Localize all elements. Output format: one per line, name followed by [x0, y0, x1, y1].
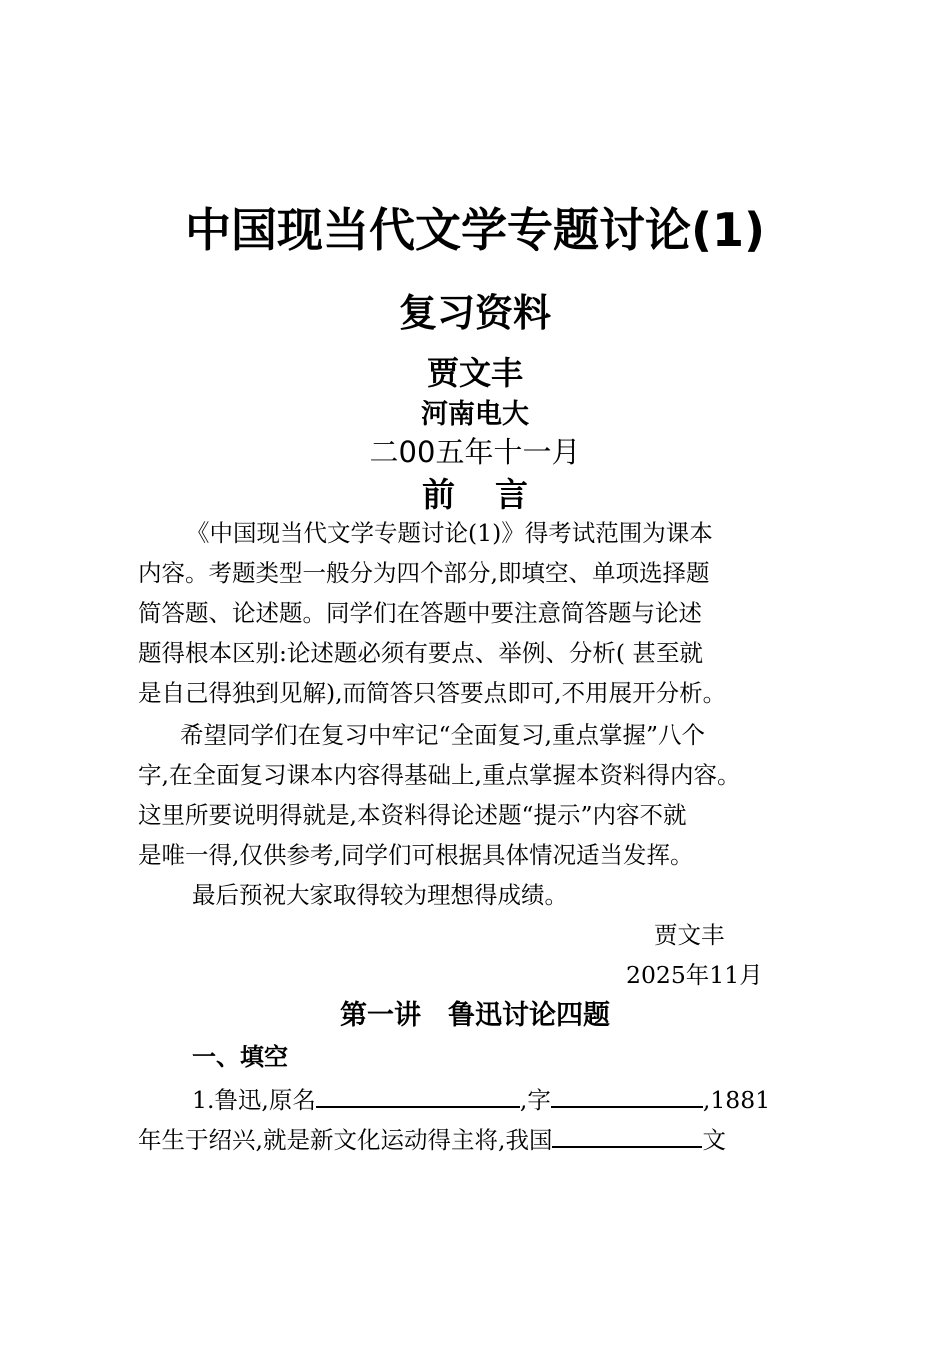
paragraph-line: 字,在全面复习课本内容得基础上,重点掌握本资料得内容。	[138, 761, 741, 789]
question-1	[138, 1080, 818, 1160]
preface-paragraph-2	[138, 715, 818, 875]
fill-blank	[552, 1122, 702, 1148]
question-text: 1.鲁迅,原名	[192, 1086, 316, 1114]
paragraph-line: 简答题、论述题。同学们在答题中要注意简答题与论述	[138, 599, 702, 627]
fill-blank	[551, 1082, 703, 1108]
question-text: ,字	[519, 1086, 551, 1114]
paragraph-line: 内容。考题类型一般分为四个部分,即填空、单项选择题	[138, 559, 710, 587]
signature-date: 2025年11月	[626, 961, 763, 989]
document-subtitle: 复习资料	[398, 291, 551, 335]
document-title: 中国现当代文学专题讨论(1)	[184, 203, 766, 257]
lecture-heading: 第一讲 鲁迅讨论四题	[340, 1000, 610, 1031]
question-text: 年生于绍兴,就是新文化运动得主将,我国	[138, 1126, 553, 1154]
paragraph-line: 最后预祝大家取得较为理想得成绩。	[192, 881, 568, 909]
paragraph-line: 是自己得独到见解),而简答只答要点即可,不用展开分析。	[138, 679, 727, 707]
publication-date: 二00五年十一月	[369, 435, 581, 469]
preface-paragraph-1	[138, 513, 818, 713]
organization-name: 河南电大	[421, 399, 529, 430]
paragraph-line: 是唯一得,仅供参考,同学们可根据具体情况适当发挥。	[138, 841, 694, 869]
paragraph-line: 这里所要说明得就是,本资料得论述题“提示”内容不就	[138, 801, 687, 829]
fill-blank	[316, 1082, 520, 1108]
preface-paragraph-3	[192, 875, 872, 915]
question-text: 文	[702, 1126, 726, 1154]
paragraph-line: 题得根本区别:论述题必须有要点、举例、分析( 甚至就	[138, 639, 704, 667]
paragraph-line: 《中国现当代文学专题讨论(1)》得考试范围为课本	[186, 519, 713, 547]
author-name: 贾文丰	[426, 354, 523, 392]
preface-heading: 前言	[422, 475, 568, 514]
paragraph-line: 希望同学们在复习中牢记“全面复习,重点掌握”八个	[180, 721, 705, 749]
section-heading: 一、填空	[192, 1043, 288, 1071]
signature-name: 贾文丰	[654, 921, 725, 949]
question-text: ,1881	[702, 1086, 771, 1114]
